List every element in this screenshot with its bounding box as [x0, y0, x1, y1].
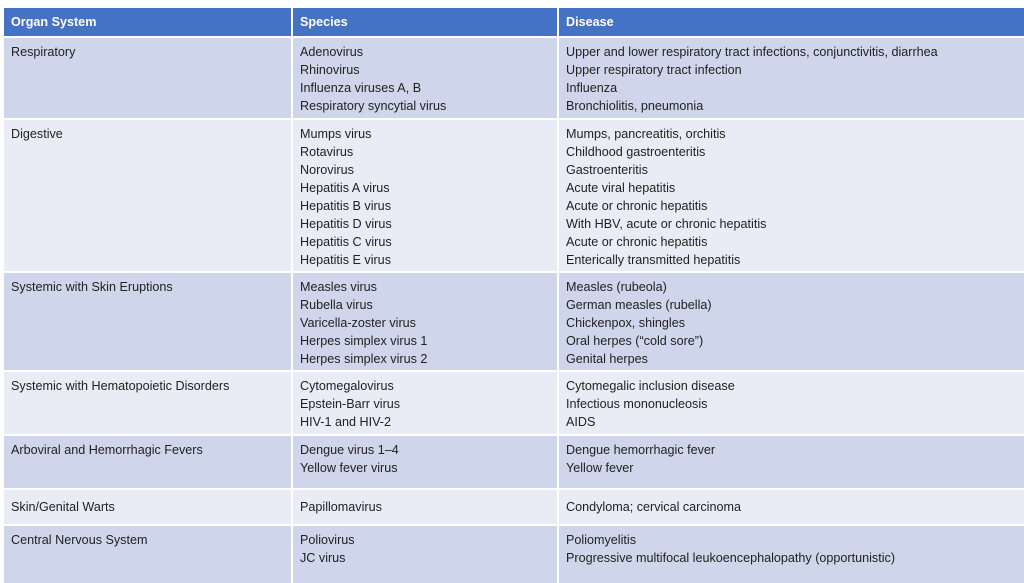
header-species: Species	[293, 8, 557, 36]
disease-item: Infectious mononucleosis	[566, 397, 708, 411]
disease-cell	[559, 372, 1024, 434]
species-item: Norovirus	[300, 163, 354, 177]
species-item: Rhinovirus	[300, 63, 360, 77]
organ-system-cell: Systemic with Hematopoietic Disorders	[4, 372, 291, 434]
species-item: Dengue virus 1–4	[300, 443, 399, 457]
species-item: Herpes simplex virus 1	[300, 334, 428, 348]
species-cell	[293, 120, 557, 271]
species-item: Respiratory syncytial virus	[300, 99, 447, 113]
disease-cell	[559, 526, 1024, 583]
species-item: Adenovirus	[300, 45, 364, 59]
disease-item: Acute or chronic hepatitis	[566, 199, 708, 213]
species-item: Varicella-zoster virus	[300, 316, 416, 330]
species-item: Rubella virus	[300, 298, 373, 312]
disease-item: With HBV, acute or chronic hepatitis	[566, 217, 767, 231]
disease-item: Oral herpes (“cold sore”)	[566, 334, 704, 348]
disease-item: Bronchiolitis, pneumonia	[566, 99, 704, 113]
species-cell	[293, 436, 557, 488]
disease-item: Progressive multifocal leukoencephalopathy (opportunistic)	[566, 551, 896, 565]
disease-item: Poliomyelitis	[566, 533, 636, 547]
species-item: Hepatitis B virus	[300, 199, 391, 213]
disease-cell	[559, 120, 1024, 271]
species-item: Yellow fever virus	[300, 461, 398, 475]
header-disease: Disease	[559, 8, 1024, 36]
species-item: Cytomegalovirus	[300, 379, 394, 393]
species-item: Hepatitis A virus	[300, 181, 390, 195]
disease-item: Cytomegalic inclusion disease	[566, 379, 735, 393]
species-item: Measles virus	[300, 280, 377, 294]
species-item: Mumps virus	[300, 127, 372, 141]
disease-item: Influenza	[566, 81, 618, 95]
species-item: Rotavirus	[300, 145, 354, 159]
species-cell	[293, 490, 557, 524]
disease-item: Dengue hemorrhagic fever	[566, 443, 716, 457]
species-cell	[293, 38, 557, 118]
species-item: Herpes simplex virus 2	[300, 352, 428, 366]
species-item: Epstein-Barr virus	[300, 397, 401, 411]
organ-system-cell: Skin/Genital Warts	[4, 490, 291, 524]
species-item: Papillomavirus	[300, 500, 382, 514]
disease-cell	[559, 38, 1024, 118]
disease-item: Gastroenteritis	[566, 163, 648, 177]
organ-system-cell: Arboviral and Hemorrhagic Fevers	[4, 436, 291, 488]
organ-system-cell: Respiratory	[4, 38, 291, 118]
species-item: Hepatitis C virus	[300, 235, 392, 249]
disease-item: Chickenpox, shingles	[566, 316, 686, 330]
species-cell	[293, 526, 557, 583]
disease-cell	[559, 490, 1024, 524]
header-organ-system: Organ System	[4, 8, 291, 36]
organ-system-cell: Digestive	[4, 120, 291, 271]
organ-system-cell: Central Nervous System	[4, 526, 291, 583]
species-item: JC virus	[300, 551, 346, 565]
virus-disease-table	[4, 8, 1021, 583]
disease-item: Upper respiratory tract infection	[566, 63, 742, 77]
disease-item: Condyloma; cervical carcinoma	[566, 500, 741, 514]
species-cell	[293, 273, 557, 370]
disease-item: Genital herpes	[566, 352, 648, 366]
species-item: HIV-1 and HIV-2	[300, 415, 392, 429]
disease-item: AIDS	[566, 415, 596, 429]
disease-item: Mumps, pancreatitis, orchitis	[566, 127, 726, 141]
disease-item: Childhood gastroenteritis	[566, 145, 706, 159]
disease-item: Upper and lower respiratory tract infections, conjunctivitis, diarrhea	[566, 45, 938, 59]
species-item: Hepatitis E virus	[300, 253, 391, 267]
disease-item: Enterically transmitted hepatitis	[566, 253, 741, 267]
species-cell	[293, 372, 557, 434]
disease-item: Yellow fever	[566, 461, 634, 475]
disease-cell	[559, 273, 1024, 370]
disease-item: Measles (rubeola)	[566, 280, 667, 294]
organ-system-cell: Systemic with Skin Eruptions	[4, 273, 291, 370]
species-item: Poliovirus	[300, 533, 355, 547]
species-item: Hepatitis D virus	[300, 217, 392, 231]
disease-item: German measles (rubella)	[566, 298, 712, 312]
disease-item: Acute viral hepatitis	[566, 181, 676, 195]
species-item: Influenza viruses A, B	[300, 81, 422, 95]
disease-cell	[559, 436, 1024, 488]
disease-item: Acute or chronic hepatitis	[566, 235, 708, 249]
